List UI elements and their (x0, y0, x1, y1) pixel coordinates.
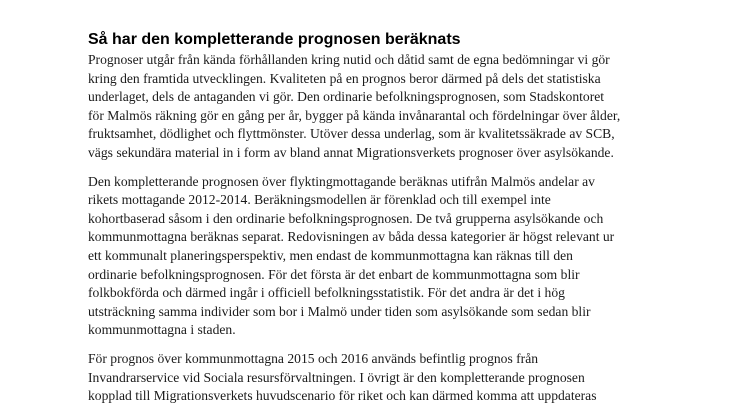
text-line: utsträckning samma individer som bor i Malmö under tiden som asylsökande som sedan blir (88, 303, 591, 319)
document-page (88, 30, 668, 416)
text-line: ordinarie befolkningsprognosen. För det första är det enbart de kommunmottagna som blir (88, 266, 580, 282)
text-line: folkbokförda och därmed ingår i officiell befolkningsstatistik. För det andra är det i hög (88, 285, 565, 301)
text-line: rikets mottagande 2012-2014. Beräkningsmodellen är förenklad och till exempel inte (88, 192, 551, 208)
text-line: ett kommunalt planeringsperspektiv, men endast de kommunmottagna kan räknas till den (88, 247, 573, 263)
paragraph-1 (88, 51, 668, 163)
text-line: fruktsamhet, dödlighet och flyttmönster. Utöver dessa underlag, som är kvalitetssäkrade av SCB, (88, 126, 615, 142)
paragraph-3 (88, 350, 668, 406)
text-line: Prognoser utgår från kända förhållanden kring nutid och dåtid samt de egna bedömningar vi gör (88, 52, 610, 67)
paragraph-2 (88, 173, 668, 340)
text-line: för Malmös räkning gör en gång per år, bygger på kända invånarantal och fördelningar över ålder, (88, 107, 621, 123)
text-line: kring den framtida utvecklingen. Kvaliteten på en prognos beror därmed på dels det statistiska (88, 70, 601, 86)
text-line: kommunmottagna beräknas separat. Redovisningen av båda dessa kategorier är högst relevant ur (88, 229, 615, 245)
text-line: Den kompletterande prognosen över flyktingmottagande beräknas utifrån Malmös andelar av (88, 173, 595, 189)
text-line: För prognos över kommunmottagna 2015 och 2016 används befintlig prognos från (88, 350, 539, 366)
section-heading: Så har den kompletterande prognosen beräknats (88, 31, 461, 48)
text-line: kopplad till Migrationsverkets huvudscenario för riket och kan därmed komma att uppdateras (88, 388, 597, 404)
text-line: kohortbaserad såsom i den ordinarie befolkningsprognosen. De två grupperna asylsökande och (88, 210, 604, 226)
text-line: vägs sekundära material in i form av bland annat Migrationsverkets prognoser över asylsökande. (88, 144, 614, 160)
text-line: underlaget, dels de antaganden vi gör. Den ordinarie befolkningsprognosen, som Stadskontoret (88, 89, 605, 105)
text-line: Invandrarservice vid Sociala resursförvaltningen. I övrigt är den kompletterande prognosen (88, 369, 585, 385)
text-line: kommunmottagna i staden. (88, 322, 236, 338)
